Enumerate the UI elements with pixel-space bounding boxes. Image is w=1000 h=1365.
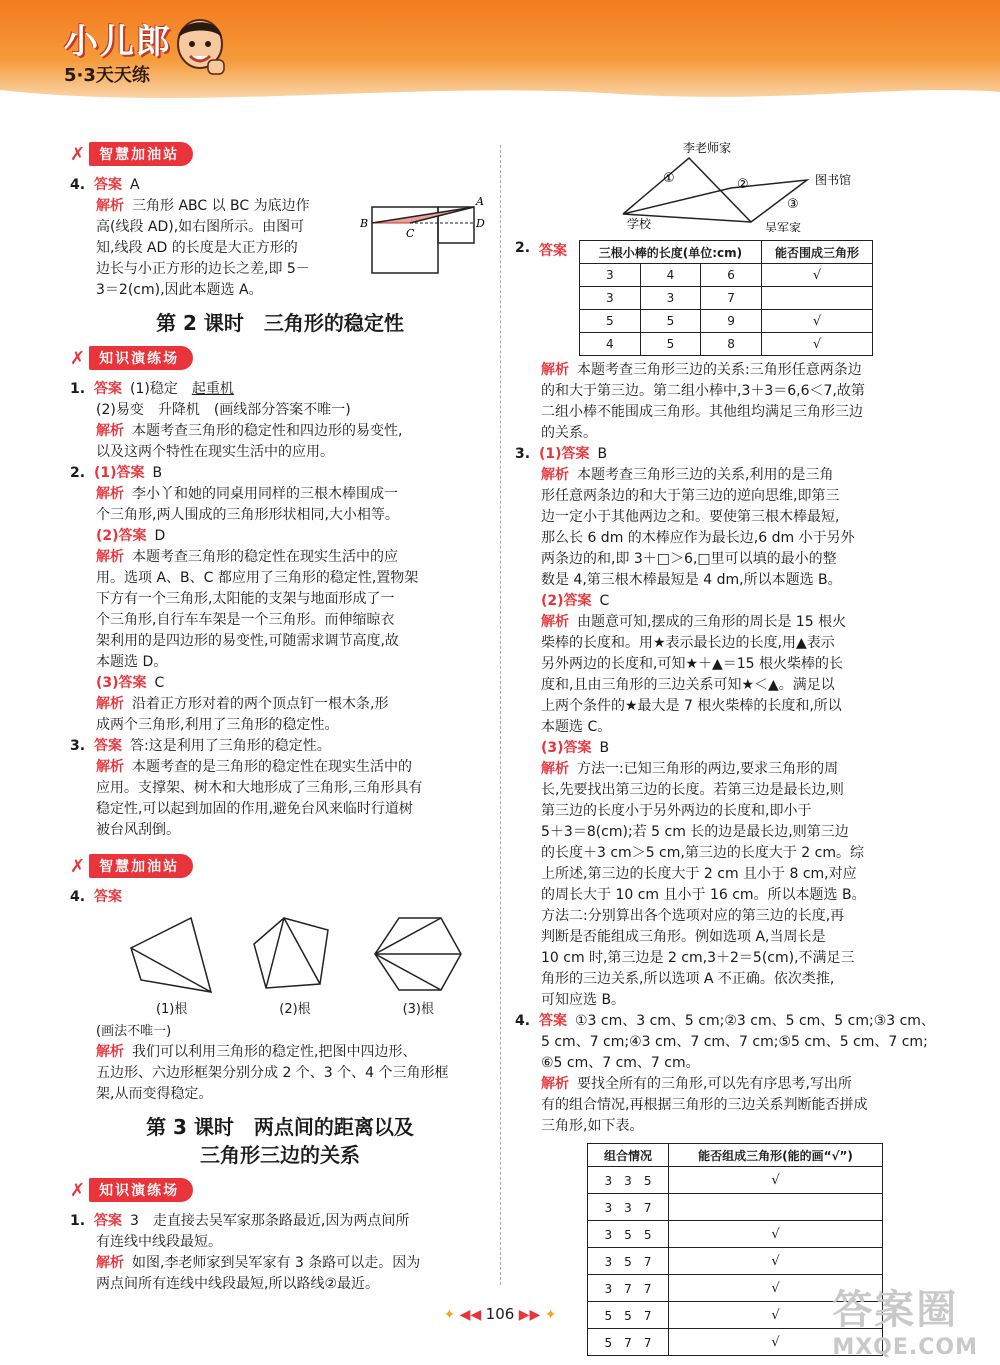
- explanation-line: 高(线段 AD),如右图所示。由图可: [96, 219, 305, 235]
- explanation-line: 本题考查三角形的稳定性在现实生活中的应: [132, 549, 398, 565]
- answer-value: D: [154, 528, 166, 544]
- table-cell: 7: [701, 287, 762, 310]
- explanation-label: 解析: [541, 362, 569, 378]
- table-cell: √: [761, 310, 872, 333]
- explanation-label: 解析: [96, 1044, 124, 1060]
- banner-label: 知识演练场: [89, 1178, 193, 1202]
- explanation-line: 上所述,第三边的长度大于 2 cm 且小于 8 cm,对应: [541, 866, 857, 882]
- question-number: 1.: [70, 381, 86, 397]
- table-row: [580, 310, 873, 333]
- table-header: 能否组成三角形(能的画“√”): [669, 1144, 883, 1167]
- explanation-line: 的关系。: [541, 425, 597, 441]
- answer-label: (3)答案: [541, 740, 592, 756]
- table-cell: √: [761, 264, 872, 287]
- explanation-line: 本题选 D。: [96, 654, 168, 670]
- route-label-3: ③: [787, 197, 799, 212]
- explanation-label: 解析: [96, 423, 124, 439]
- figure-caption: (3)根: [402, 1002, 435, 1017]
- table-cell: 6: [701, 264, 762, 287]
- table-header: 组合情况: [588, 1144, 669, 1167]
- explanation-label: 解析: [541, 1076, 569, 1092]
- explanation-line: 五边形、六边形框架分别分成 2 个、3 个、4 个三角形框: [96, 1065, 449, 1081]
- explanation-line: 知,线段 AD 的长度是大正方形的: [96, 240, 298, 256]
- page-number: 106: [485, 1305, 515, 1323]
- explanation-label: 解析: [541, 467, 569, 483]
- table-header: 能否围成三角形: [761, 241, 872, 264]
- watermark-text: 答案圈: [832, 1287, 959, 1333]
- answer-value: C: [599, 593, 610, 609]
- answer-label: (1)答案: [539, 446, 590, 462]
- table-cell: 5: [580, 310, 641, 333]
- explanation-line: 的长度＋3 cm＞5 cm,第三边的长度大于 2 cm。综: [541, 845, 864, 861]
- explanation-label: 解析: [541, 614, 569, 630]
- explanation-label: 解析: [541, 761, 569, 777]
- table-cell: 3: [580, 264, 641, 287]
- brand-logo: [64, 14, 172, 87]
- explanation-line: 被台风刮倒。: [96, 822, 180, 838]
- figure-label-b: B: [360, 217, 369, 230]
- answer-value: C: [154, 675, 165, 691]
- lesson-title: [70, 1113, 490, 1169]
- question-number: 3.: [70, 738, 86, 754]
- explanation-line: 三角形 ABC 以 BC 为底边作: [132, 198, 310, 214]
- explanation-label: 解析: [96, 486, 124, 502]
- explanation-label: 解析: [96, 549, 124, 565]
- table-cell: 3 7 7: [588, 1275, 669, 1302]
- answer-label: (1)答案: [94, 465, 145, 481]
- answer-value: 3 走直接去吴军家那条路最近,因为两点间所: [130, 1213, 410, 1229]
- answer-value: 5 cm、7 cm;④3 cm、7 cm、7 cm;⑤5 cm、5 cm、7 cm;: [541, 1034, 928, 1050]
- table-cell: [669, 1194, 883, 1221]
- explanation-line: 第三边的长度小于另外两边的长度和,即小于: [541, 803, 812, 819]
- table-row: [588, 1248, 883, 1275]
- banner-label: 智慧加油站: [89, 142, 193, 166]
- question-number: 2.: [70, 465, 86, 481]
- explanation-line: 本题考查的是三角形的稳定性在现实生活中的: [132, 759, 412, 775]
- table-cell: 5 7 7: [588, 1329, 669, 1356]
- polygon-figures: [70, 908, 490, 1017]
- route-label-2: ②: [737, 177, 749, 192]
- explanation-line: 两条边的和,即 3＋□＞6,□里可以填的最小的整: [541, 551, 837, 567]
- table-cell: 4: [580, 333, 641, 356]
- question-2-block: [515, 240, 935, 356]
- explanation-line: 本题考查三角形三边的关系:三角形任意两条边: [577, 362, 862, 378]
- explanation-line: 边长与小正方形的边长之差,即 5－: [96, 261, 310, 277]
- hexagon-shape: [371, 914, 465, 994]
- explanation-line: 方法一:已知三角形的两边,要求三角形的周: [577, 761, 839, 777]
- answer-value: B: [597, 446, 608, 462]
- answer-label: (3)答案: [96, 675, 147, 691]
- question-number: 3.: [515, 446, 531, 462]
- table-cell: √: [669, 1302, 883, 1329]
- answer-value: B: [152, 465, 163, 481]
- answer-value: ①3 cm、3 cm、5 cm;②3 cm、5 cm、5 cm;③3 cm、: [575, 1013, 935, 1029]
- answer-label: 答案: [539, 243, 567, 259]
- banner-mark-icon: ✗: [70, 347, 86, 369]
- explanation-line: 可知应选 B。: [541, 992, 626, 1008]
- table-cell: √: [669, 1275, 883, 1302]
- explanation-line: 本题考查三角形三边的关系,利用的是三角: [577, 467, 834, 483]
- explanation-line: 由题意可知,摆成的三角形的周长是 15 根火: [577, 614, 847, 630]
- answer-label: 答案: [94, 738, 122, 754]
- explanation-line: 我们可以利用三角形的稳定性,把图中四边形、: [132, 1044, 417, 1060]
- figure-label-c: C: [406, 227, 415, 240]
- answer-value: 答:这是利用了三角形的稳定性。: [130, 738, 331, 754]
- explanation-line: 要找全所有的三角形,可以先有序思考,写出所: [577, 1076, 852, 1092]
- explanation-line: 有的组合情况,再根据三角形的三边关系判断能否拼成: [541, 1097, 868, 1113]
- explanation-line: 李小丫和她的同桌用同样的三根木棒围成一: [132, 486, 398, 502]
- pentagon-shape: [248, 914, 342, 994]
- table-cell: 3 3 7: [588, 1194, 669, 1221]
- explanation-line: 5＋3＝8(cm);若 5 cm 长的边是最长边,则第三边: [541, 824, 849, 840]
- question-number: 1.: [70, 1213, 86, 1229]
- pentagon-figure: [248, 914, 342, 1017]
- answer-label: 答案: [94, 381, 122, 397]
- answer-value: (2)易变 升降机 (画线部分答案不唯一): [96, 402, 351, 418]
- explanation-line: 长,先要找出第三边的长度。若第三边是最长边,则: [541, 782, 844, 798]
- explanation-line: 本题考查三角形的稳定性和四边形的易变性,: [132, 423, 403, 439]
- squares-triangle-figure: [360, 193, 488, 277]
- mascot-icon: [172, 14, 228, 80]
- table-cell: 3: [580, 287, 641, 310]
- explanation-line: 架,从而变得稳定。: [96, 1086, 213, 1102]
- table-cell: 8: [701, 333, 762, 356]
- answer-value: (1)稳定: [130, 381, 178, 397]
- banner-mark-icon: ✗: [70, 855, 86, 877]
- map-label-teacher-home: 李老师家: [683, 141, 732, 155]
- explanation-line: 二组小棒不能围成三角形。其他组均满足三角形三边: [541, 404, 863, 420]
- figure-caption: (1)根: [155, 1002, 188, 1017]
- explanation-line: 上两个条件的★最大是 7 根火柴棒的长度和,所以: [541, 698, 842, 714]
- table-row: [580, 287, 873, 310]
- right-column: [515, 140, 935, 1356]
- explanation-line: 两点间所有连线中线段最短,所以路线②最近。: [96, 1276, 379, 1292]
- section-banner-wisdom: [70, 853, 490, 879]
- explanation-line: 个三角形,两人围成的三角形形状相同,大小相等。: [96, 507, 399, 523]
- answer-value: ⑥5 cm、7 cm、7 cm。: [541, 1055, 700, 1071]
- quadrilateral-shape: [125, 914, 219, 994]
- arrow-right-icon: ▶▶: [518, 1307, 541, 1323]
- lesson-title-line: 第 3 课时 两点间的距离以及: [146, 1115, 414, 1139]
- watermark: [832, 1278, 978, 1360]
- watermark-url: MXQE.COM: [832, 1335, 978, 1360]
- explanation-line: 10 cm 时,第三边是 2 cm,3＋2＝5(cm),不满足三: [541, 950, 855, 966]
- section-banner-practice: [70, 345, 490, 371]
- explanation-line: 稳定性,可以起到加固的作用,避免台风来临时行道树: [96, 801, 413, 817]
- map-label-school: 学校: [627, 217, 652, 231]
- explanation-line: 用。选项 A、B、C 都应用了三角形的稳定性,置物架: [96, 570, 419, 586]
- banner-mark-icon: ✗: [70, 143, 86, 165]
- left-column: [70, 135, 490, 1295]
- explanation-line: 以及这两个特性在现实生活中的应用。: [96, 444, 334, 460]
- table-cell: 3 3 5: [588, 1167, 669, 1194]
- table-cell: √: [669, 1167, 883, 1194]
- route-map-figure: [515, 140, 935, 232]
- table-row: [580, 333, 873, 356]
- explanation-line: 方法二:分别算出各个选项对应的第三边的长度,再: [541, 908, 845, 924]
- table-cell: √: [761, 333, 872, 356]
- route-label-1: ①: [663, 171, 675, 186]
- table-cell: √: [669, 1329, 883, 1356]
- question-number: 2.: [515, 240, 531, 256]
- answer-label: (2)答案: [96, 528, 147, 544]
- answer-underlined: 起重机: [191, 381, 234, 397]
- arrow-left-icon: ✦: [443, 1307, 456, 1323]
- table-cell: 5 5 7: [588, 1302, 669, 1329]
- explanation-line: 形任意两条边的和大于第三边的逆向思维,即第三: [541, 488, 840, 504]
- section-banner-practice: [70, 1177, 490, 1203]
- arrow-left-icon: ◀◀: [459, 1307, 482, 1323]
- table-cell: 3 5 5: [588, 1221, 669, 1248]
- explanation-line: 判断是否能组成三角形。例如选项 A,当周长是: [541, 929, 826, 945]
- table-cell: 5: [640, 333, 701, 356]
- explanation-line: 下方有一个三角形,太阳能的支架与地面形成了一: [96, 591, 395, 607]
- banner-label: 智慧加油站: [89, 854, 193, 878]
- explanation-line: 如图,李老师家到吴军家有 3 条路可以走。因为: [132, 1255, 421, 1271]
- section-banner-wisdom: [70, 141, 490, 167]
- table-row: [588, 1167, 883, 1194]
- answer-label: 答案: [94, 1213, 122, 1229]
- table-cell: 5: [640, 310, 701, 333]
- table-row: [588, 1194, 883, 1221]
- explanation-line: 3＝2(cm),因此本题选 A。: [96, 282, 263, 298]
- explanation-line: 三角形,如下表。: [541, 1118, 644, 1134]
- answer-value: A: [130, 177, 140, 193]
- table-cell: 4: [640, 264, 701, 287]
- figure-caption: (2)根: [279, 1002, 311, 1017]
- explanation-line: 的和大于第三边。第二组小棒中,3＋3＝6,6＜7,故第: [541, 383, 865, 399]
- table-cell: 9: [701, 310, 762, 333]
- explanation-label: 解析: [96, 759, 124, 775]
- lesson-title-line: 三角形三边的关系: [200, 1143, 360, 1167]
- page-header: [0, 0, 1000, 108]
- answer-label: 答案: [94, 177, 122, 193]
- map-label-library: 图书馆: [815, 173, 852, 187]
- table-cell: √: [669, 1248, 883, 1275]
- explanation-line: 应用。支撑架、树木和大地形成了三角形,三角形具有: [96, 780, 423, 796]
- answer-value: B: [599, 740, 610, 756]
- banner-mark-icon: ✗: [70, 1179, 86, 1201]
- banner-label: 知识演练场: [89, 346, 193, 370]
- answer-label: 答案: [539, 1013, 567, 1029]
- question-number: 4.: [70, 177, 86, 193]
- question-number: 4.: [515, 1013, 531, 1029]
- table-row: [580, 264, 873, 287]
- explanation-label: 解析: [96, 1255, 124, 1271]
- logo-sub-text: 5·3天天练: [64, 65, 150, 86]
- table-cell: [761, 287, 872, 310]
- quadrilateral-figure: [125, 914, 219, 1017]
- column-divider: [500, 145, 501, 1285]
- explanation-line: 沿着正方形对着的两个顶点钉一根木条,形: [132, 696, 389, 712]
- figure-label-d: D: [476, 217, 485, 230]
- figure-label-a: A: [476, 195, 484, 208]
- explanation-label: 解析: [96, 198, 124, 214]
- logo-main-text: 小儿郎: [64, 22, 172, 62]
- explanation-line: 数是 4,第三根木棒最短是 4 dm,所以本题选 B。: [541, 572, 842, 588]
- answer-label: (2)答案: [541, 593, 592, 609]
- explanation-line: 度和,且由三角形的三边关系可知★＜▲。满足以: [541, 677, 835, 693]
- answer-value: 有连线中线段最短。: [96, 1234, 222, 1250]
- table-cell: 3 5 7: [588, 1248, 669, 1275]
- hexagon-figure: [371, 914, 465, 1017]
- map-label-wu-home: 吴军家: [765, 221, 802, 232]
- drawing-note: (画法不唯一): [96, 1024, 172, 1039]
- question-4-block: [70, 175, 490, 301]
- stick-lengths-table: [579, 240, 873, 356]
- table-header: 三根小棒的长度(单位:cm): [580, 241, 762, 264]
- explanation-line: 架利用的是四边形的易变性,可随需求调节高度,故: [96, 633, 399, 649]
- answer-label: 答案: [94, 889, 122, 905]
- arrow-right-icon: ✦: [544, 1307, 557, 1323]
- explanation-line: 成两个三角形,利用了三角形的稳定性。: [96, 717, 339, 733]
- table-cell: 3: [640, 287, 701, 310]
- explanation-line: 本题选 C。: [541, 719, 612, 735]
- explanation-line: 柴棒的长度和。用★表示最长边的长度,用▲表示: [541, 635, 835, 651]
- explanation-line: 那么长 6 dm 的木棒应作为最长边,6 dm 小于另外: [541, 530, 855, 546]
- question-number: 4.: [70, 889, 86, 905]
- explanation-line: 角形的三边关系,所以选项 A 不正确。依次类推,: [541, 971, 835, 987]
- explanation-line: 另外两边的长度和,可知★＋▲＝15 根火柴棒的长: [541, 656, 844, 672]
- explanation-line: 边一定小于其他两边之和。要使第三根木棒最短,: [541, 509, 840, 525]
- table-row: [588, 1221, 883, 1248]
- explanation-line: 的周长大于 10 cm 且小于 16 cm。所以本题选 B。: [541, 887, 866, 903]
- lesson-title: 第 2 课时 三角形的稳定性: [156, 311, 404, 335]
- explanation-line: 个三角形,自行车车架是一个三角形。而伸缩晾衣: [96, 612, 395, 628]
- table-cell: √: [669, 1221, 883, 1248]
- explanation-label: 解析: [96, 696, 124, 712]
